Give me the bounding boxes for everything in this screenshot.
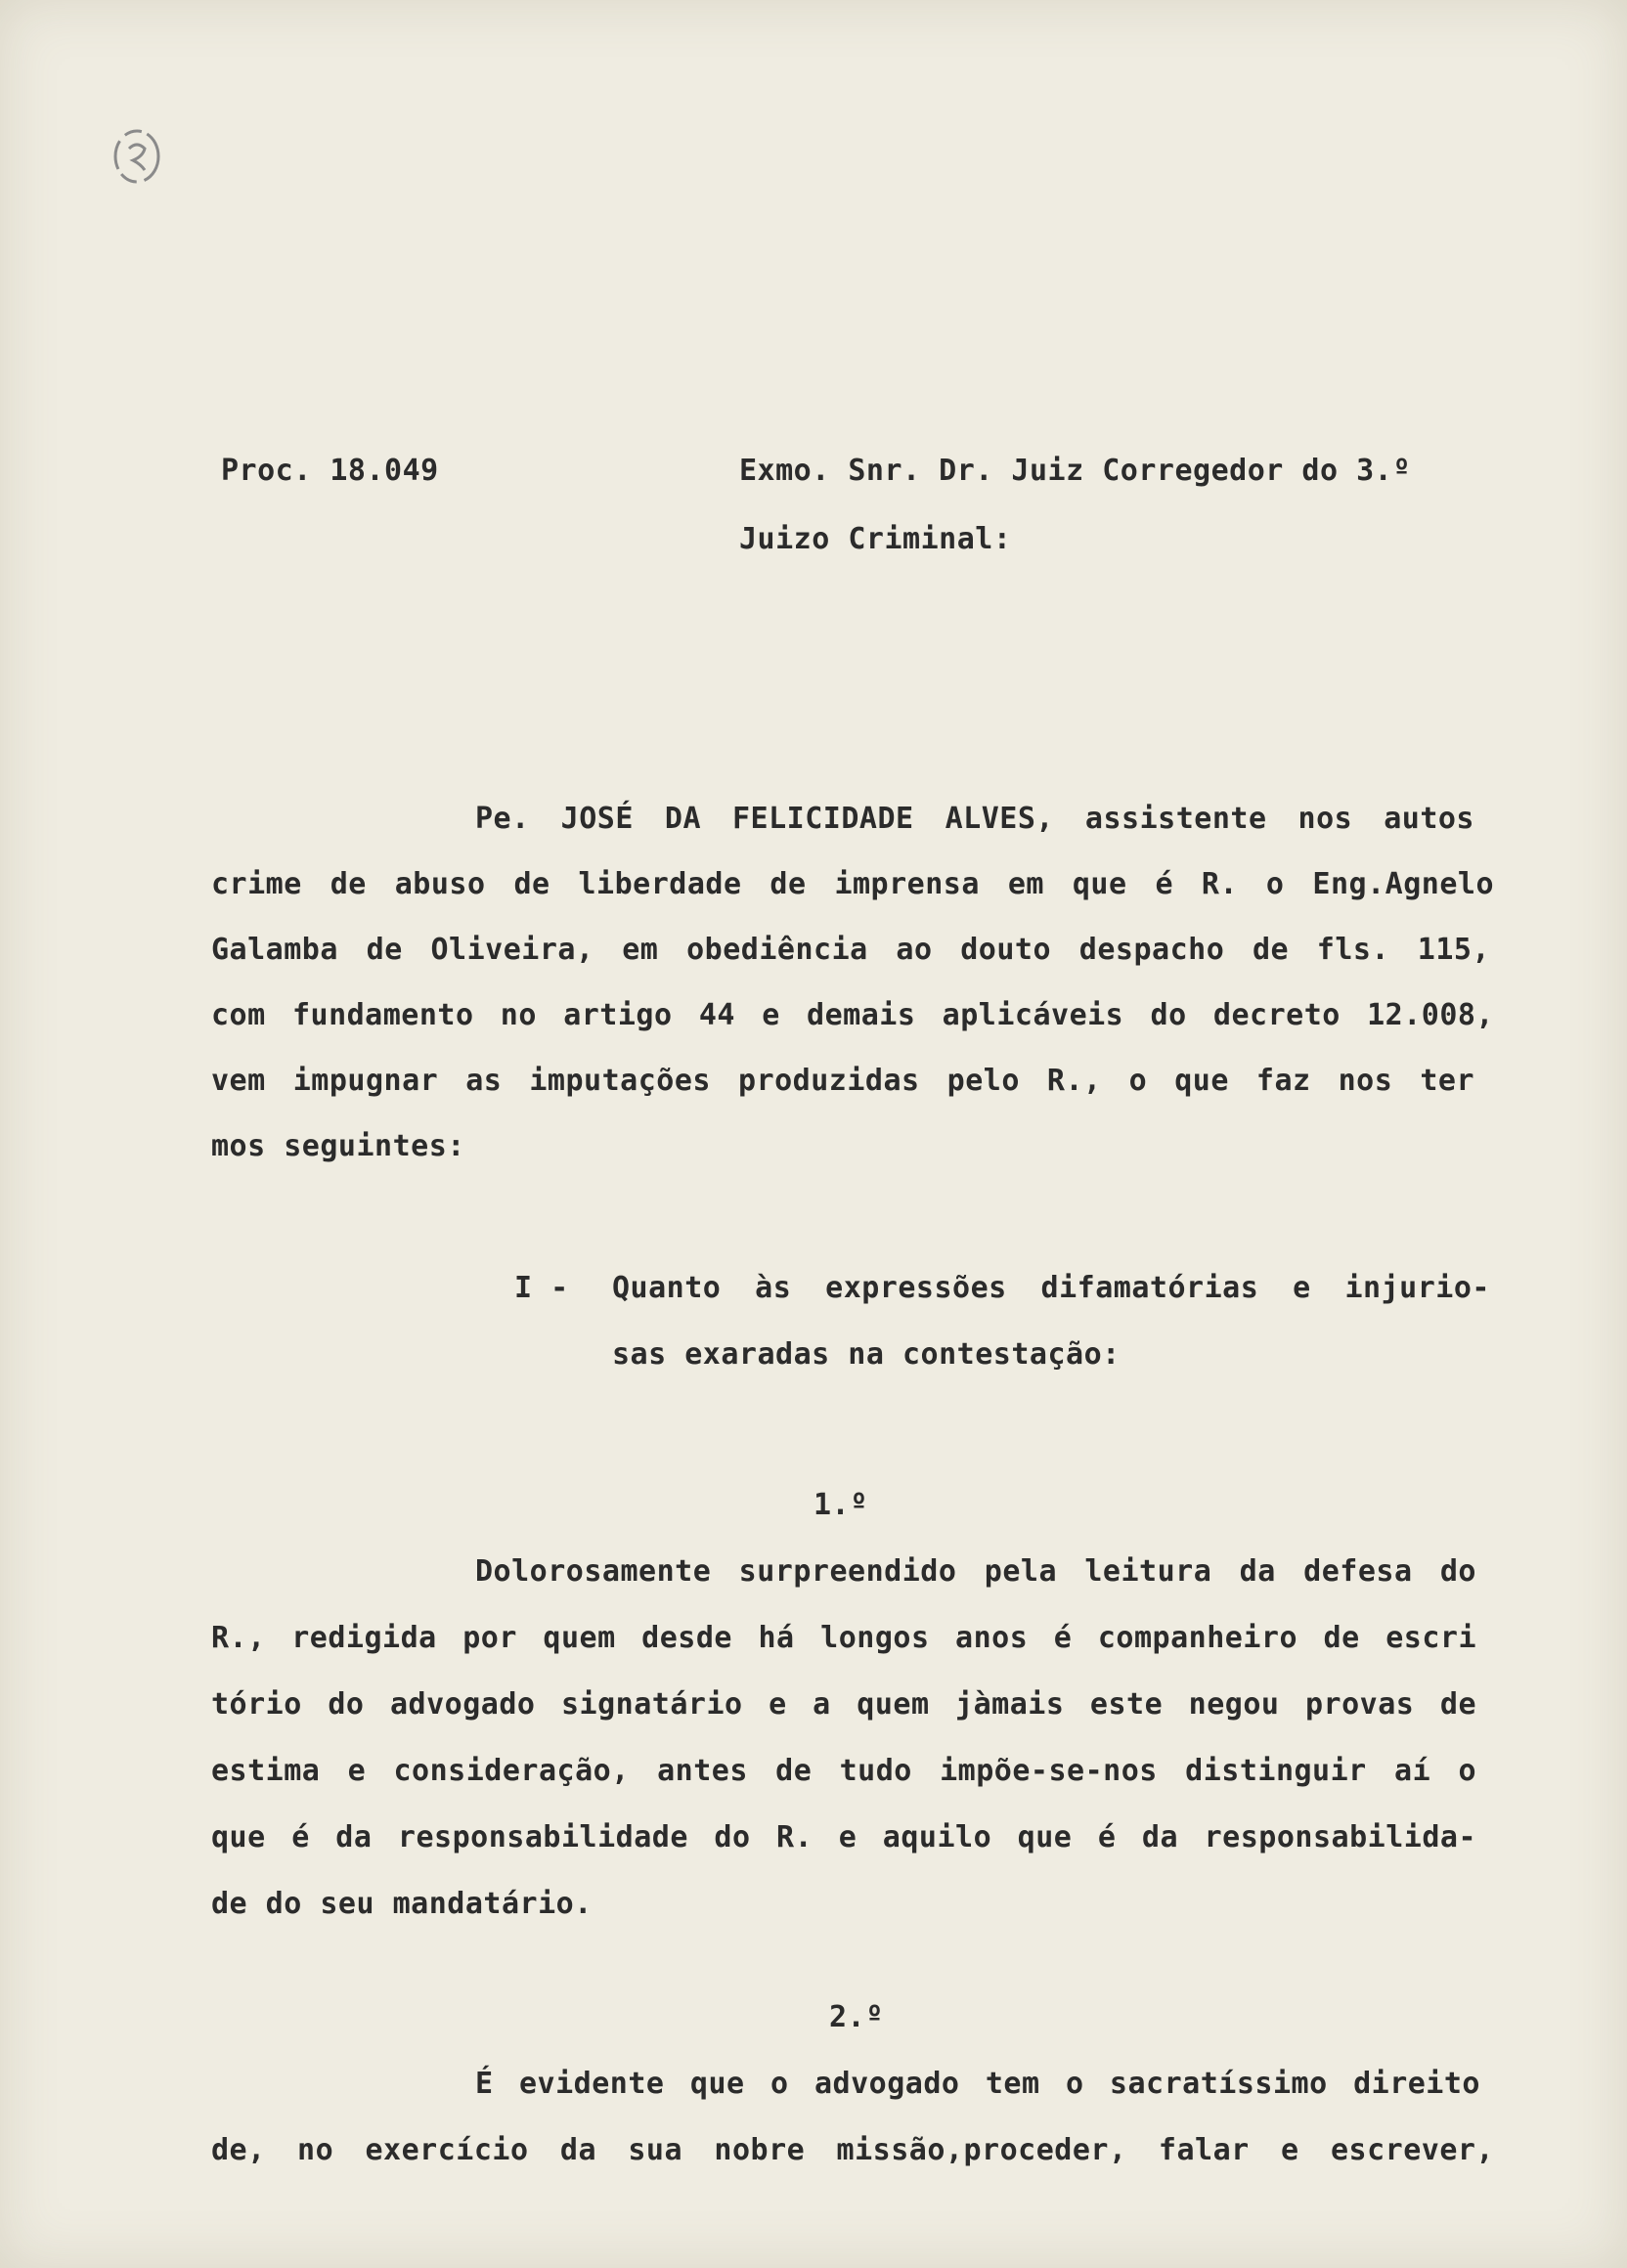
article-2-line: É evidente que o advogado tem o sacratíssimo direito [475,2067,1480,2101]
section-number: I - [514,1271,569,1305]
article-1-line: que é da responsabilidade do R. e aquilo que é da responsabilida- [211,1820,1476,1854]
addressee-line-1: Exmo. Snr. Dr. Juiz Corregedor do 3.º [739,454,1411,488]
intro-line: com fundamento no artigo 44 e demais aplicáveis do decreto 12.008, [211,998,1494,1032]
article-2-line: de, no exercício da sua nobre missão,proceder, falar e escrever, [211,2133,1494,2167]
addressee-line-2: Juizo Criminal: [739,522,1012,556]
article-2-number: 2.º [829,2000,884,2034]
article-1-line: estima e consideração, antes de tudo impõe-se-nos distinguir aí o [211,1754,1476,1788]
article-1-line: tório do advogado signatário e a quem jàmais este negou provas de [211,1687,1476,1722]
intro-line: Pe. JOSÉ DA FELICIDADE ALVES, assistente nos autos [475,802,1474,836]
intro-line: crime de abuso de liberdade de imprensa em que é R. o Eng.Agnelo [211,867,1494,901]
article-1-line: Dolorosamente surpreendido pela leitura da defesa do [475,1554,1476,1589]
intro-line: Galamba de Oliveira, em obediência ao douto despacho de fls. 115, [211,933,1490,967]
intro-line: vem impugnar as imputações produzidas pelo R., o que faz nos ter [211,1064,1474,1098]
article-1-line: de do seu mandatário. [211,1887,593,1921]
process-number: Proc. 18.049 [221,454,439,488]
page-number-stamp-icon [108,125,166,190]
section-heading-line-1: Quanto às expressões difamatórias e injurio- [612,1271,1490,1305]
article-1-line: R., redigida por quem desde há longos anos é companheiro de escri [211,1621,1476,1655]
intro-line: mos seguintes: [211,1129,465,1163]
section-heading-line-2: sas exaradas na contestação: [612,1337,1121,1372]
article-1-number: 1.º [814,1488,868,1522]
